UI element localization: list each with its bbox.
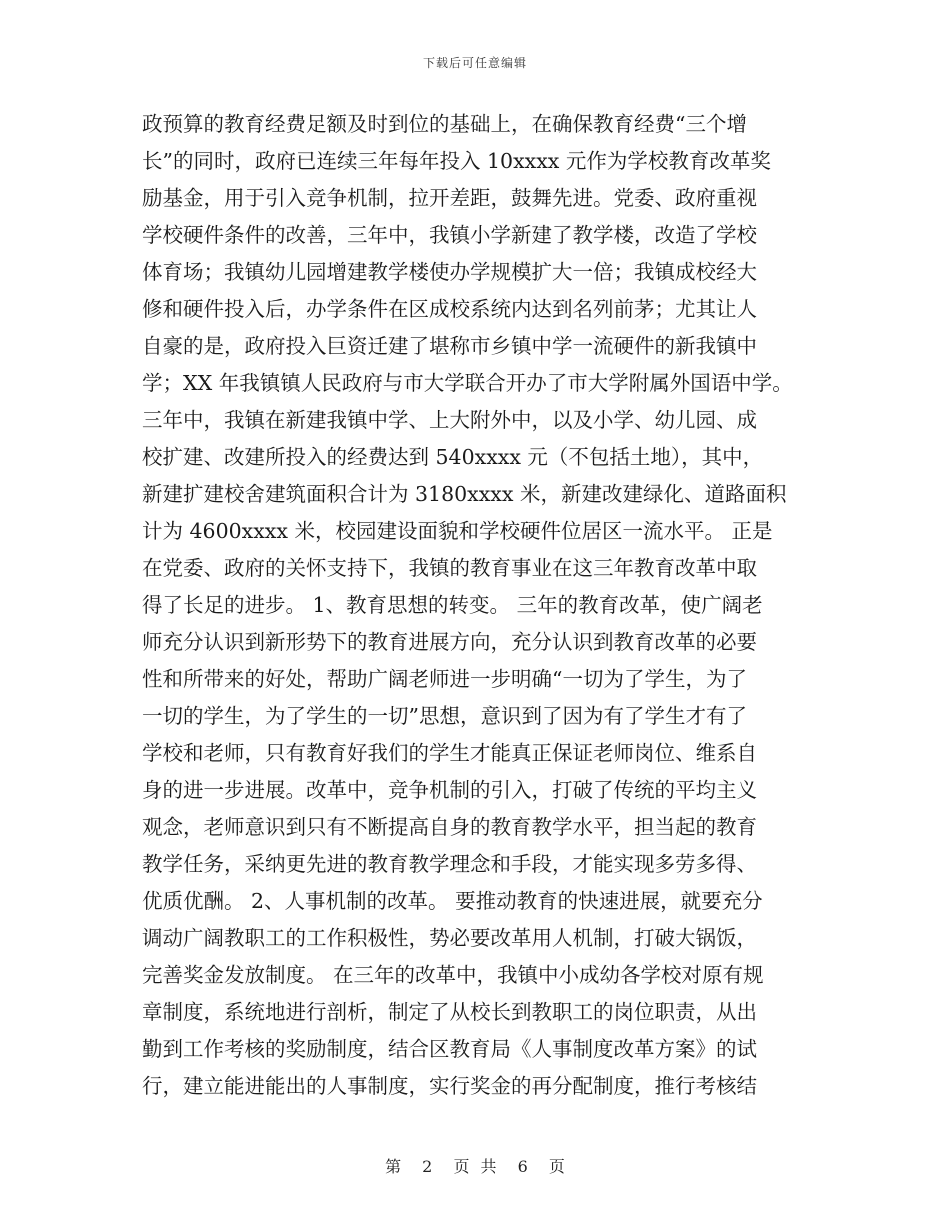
- document-body: [142, 106, 808, 1105]
- text-line: 调动广阔教职工的工作积极性，势必要改革用人机制，打破大锅饭，: [142, 926, 757, 950]
- text-line: 观念，老师意识到只有不断提高自身的教育教学水平，担当起的教育: [142, 815, 757, 839]
- text-line: 政预算的教育经费足额及时到位的基础上，在确保教育经费“三个增: [142, 112, 747, 136]
- text-line: 新建扩建校舍建筑面积合计为 3180xxxx 米，新建改建绿化、道路面积: [142, 482, 787, 506]
- text-line: 体育场；我镇幼儿园增建教学楼使办学规模扩大一倍；我镇成校经大: [142, 260, 757, 284]
- text-line: 教学任务，采纳更先进的教育教学理念和手段，才能实现多劳多得、: [142, 852, 757, 876]
- text-line: 得了长足的进步。 1、教育思想的转变。 三年的教育改革，使广阔老: [142, 593, 763, 617]
- text-line: 长”的同时，政府已连续三年每年投入 10xxxx 元作为学校教育改革奖: [142, 149, 771, 173]
- text-line: 计为 4600xxxx 米，校园建设面貌和学校硬件位居区一流水平。 正是: [142, 519, 773, 543]
- text-line: 自豪的是，政府投入巨资迁建了堪称市乡镇中学一流硬件的新我镇中: [142, 334, 757, 358]
- text-line: 师充分认识到新形势下的教育进展方向，充分认识到教育改革的必要: [142, 630, 757, 654]
- text-line: 校扩建、改建所投入的经费达到 540xxxx 元（不包括土地），其中，: [142, 445, 764, 469]
- footer-suffix: 页: [548, 1157, 565, 1176]
- text-line: 身的进一步进展。改革中，竞争机制的引入，打破了传统的平均主义: [142, 778, 757, 802]
- text-line: 优质优酬。 2、人事机制的改革。 要推动教育的快速进展，就要充分: [142, 889, 763, 913]
- text-line: 一切的学生，为了学生的一切”思想，意识到了因为有了学生才有了: [142, 704, 747, 728]
- text-line: 性和所带来的好处，帮助广阔老师进一步明确“一切为了学生，为了: [142, 667, 747, 691]
- text-line: 学校硬件条件的改善，三年中，我镇小学新建了教学楼，改造了学校: [142, 223, 757, 247]
- current-page-number: 2: [422, 1157, 433, 1176]
- text-line: 励基金，用于引入竞争机制，拉开差距，鼓舞先进。党委、政府重视: [142, 186, 757, 210]
- text-line: 章制度，系统地进行剖析，制定了从校长到教职工的岗位职责，从出: [142, 1000, 757, 1024]
- text-line: 学；XX 年我镇镇人民政府与市大学联合开办了市大学附属外国语中学。: [142, 371, 793, 395]
- text-line: 修和硬件投入后，办学条件在区成校系统内达到名列前茅；尤其让人: [142, 297, 757, 321]
- text-line: 行，建立能进能出的人事制度，实行奖金的再分配制度，推行考核结: [142, 1074, 757, 1098]
- page-footer: [0, 1154, 950, 1177]
- text-line: 勤到工作考核的奖励制度，结合区教育局《人事制度改革方案》的试: [142, 1037, 757, 1061]
- footer-prefix: 第: [385, 1157, 402, 1176]
- page-header: 下载后可任意编辑: [422, 56, 527, 70]
- text-line: 三年中，我镇在新建我镇中学、上大附外中，以及小学、幼儿园、成: [142, 408, 757, 432]
- text-line: 学校和老师，只有教育好我们的学生才能真正保证老师岗位、维系自: [142, 741, 757, 765]
- footer-middle: 页 共: [453, 1157, 497, 1176]
- text-line: 完善奖金发放制度。 在三年的改革中，我镇中小成幼各学校对原有规: [142, 963, 764, 987]
- total-pages-number: 6: [517, 1157, 528, 1176]
- text-line: 在党委、政府的关怀支持下，我镇的教育事业在这三年教育改革中取: [142, 556, 757, 580]
